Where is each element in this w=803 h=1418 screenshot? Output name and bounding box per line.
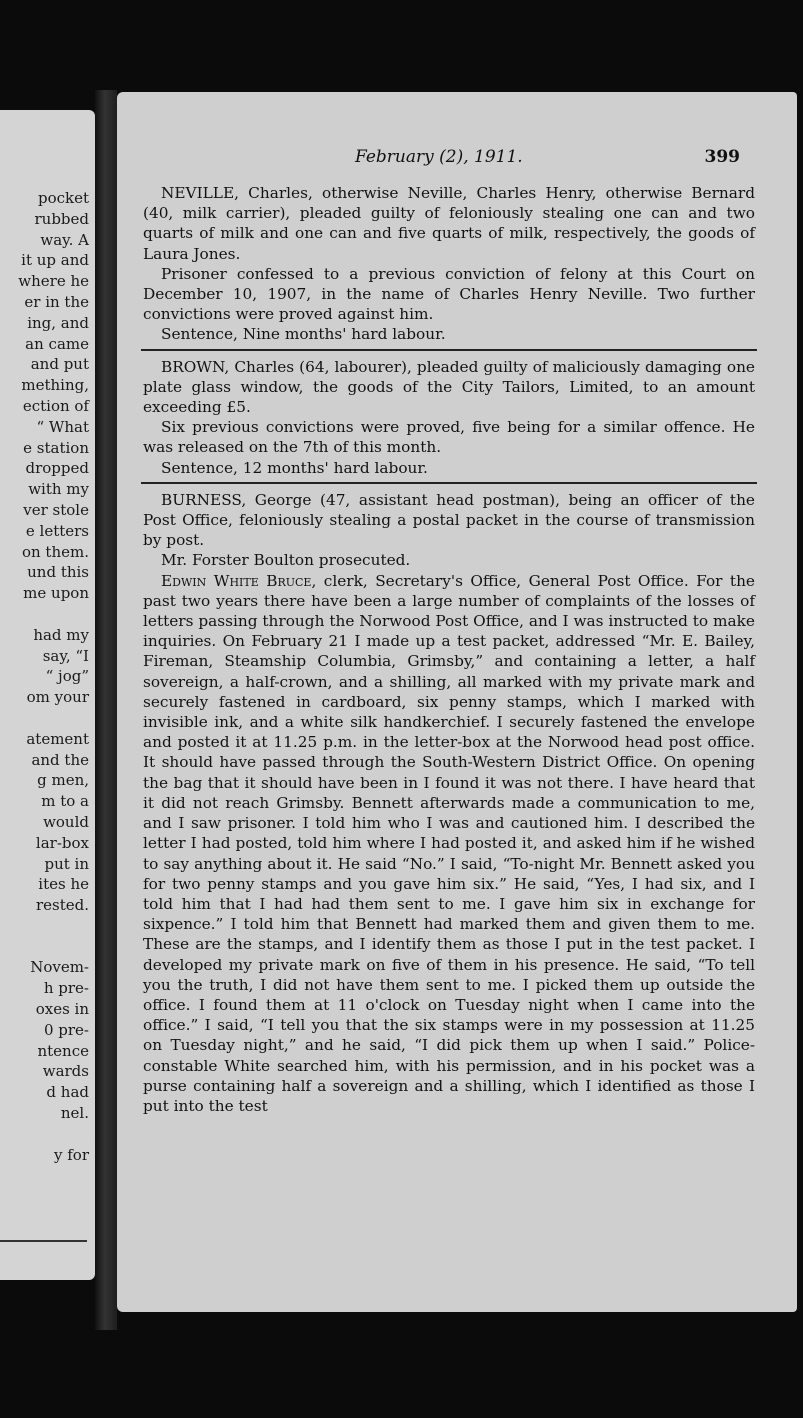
left-page-fragment: ection of [22, 396, 89, 415]
left-page-fragment: e letters [25, 521, 89, 540]
left-page-fragment: rubbed [34, 209, 89, 228]
left-page-fragment: d had [46, 1083, 89, 1102]
left-page-fragment: would [43, 812, 89, 831]
left-page-fragment: y for [54, 1145, 89, 1164]
left-page-fragment: oxes in [35, 1000, 89, 1019]
left-page-fragment: om your [26, 688, 89, 707]
left-page-fragment: wards [42, 1062, 89, 1081]
left-page-fragment: dropped [25, 459, 89, 478]
left-page-fragment: m to a [41, 792, 89, 811]
left-page-fragment: g men, [37, 771, 89, 790]
left-page-fragment: lar-box [35, 833, 89, 852]
left-page-fragment: nel. [60, 1104, 89, 1123]
left-page-fragment: ver stole [23, 500, 89, 519]
left-page-fragment [18, 604, 89, 625]
page-header-title: February (2), 1911. [355, 147, 523, 167]
case-divider [141, 482, 757, 484]
left-page-fragment: where he [18, 272, 89, 291]
left-page-fragment: and the [31, 750, 89, 769]
witness-statement: , clerk, Secretary's Office, General Post Office. For the past two years there have been a large number of complaints of the losses of letters passing through the Norwood Post Office, and I was instructed to make inquiries. On February 21 I made up a test packet, addressed “Mr. E. Bailey, Fireman, Steamship Columbia, Grimsby,” and containing a letter, a half sovereign, a half-crown, and a shilling, all marked with my private mark and securely fastened in cardboard, six penny stamps, which I marked with invisible ink, and a white silk handkerchief. I securely fastened the envelope and posted it at 11.25 p.m. in the letter-box at the Norwood head post office. It should have passed through the South-Western District Office. On opening the bag that it should have been in I found it was not there. I have heard that it did not reach Grimsby. Bennett afterwards made a communication to me, and I saw prisoner. I told him who I was and cautioned him. I described the letter I had posted, told him where I had posted it, and asked him if he wished to say anything about it. He said “No.” I said, “To-night Mr. Bennett asked you for two penny stamps and you gave him six.” He said, “Yes, I had six, and I told him that I had had them sent to me. I gave him six in exchange for sixpence.” I told him that Bennett had marked them and given them to me. These are the stamps, and I identify them as those I put in the test packet. I developed my private mark on five of them in his presence. He said, “To tell you the truth, I did not have them sent to me. I picked them up outside the office. I found them at 11 o'clock on Tuesday night when I came into the office.” I said, “I tell you that the six stamps were in my possession at 11.25 on Tuesday night,” and he said, “I did pick them up when I said.” Police-constable White searched him, with his permission, and in his pocket was a purse containing half a sovereign and a shilling, which I identified as those I put into the test [143, 571, 755, 1115]
left-page-fragment: “ What [36, 417, 89, 436]
left-page-fragment: mething, [21, 376, 89, 395]
page-header [130, 147, 740, 171]
left-page-fragment: on them. [21, 542, 89, 561]
left-page-fragment: “ jog” [45, 667, 89, 686]
left-page-fragment: ing, and [27, 313, 89, 332]
left-page-text-fragments [18, 188, 89, 1165]
left-page-fragment: ntence [37, 1041, 89, 1060]
page-number: 399 [704, 147, 740, 167]
left-page-fragment: und this [27, 563, 89, 582]
left-page-fragment: say, “I [42, 646, 89, 665]
left-page-fragment: e station [23, 438, 89, 457]
witness-name: Edwin White Bruce [161, 571, 312, 590]
left-page-fragment [18, 708, 89, 729]
witness-testimony [143, 571, 755, 1116]
left-page-fragment: rested. [35, 896, 89, 915]
left-page-fragment: pocket [37, 189, 89, 207]
page-body [143, 183, 755, 1116]
case-brown [143, 357, 755, 478]
case-divider [141, 349, 757, 351]
left-page-fragment: atement [26, 729, 89, 748]
case-brown-convictions: Six previous convictions were proved, five being for a similar offence. He was released on the 7th of this month. [143, 418, 755, 457]
left-page-fragment [18, 916, 89, 937]
left-page-fragment [18, 937, 89, 958]
case-neville [143, 183, 755, 345]
left-page-fragment: me upon [23, 584, 89, 603]
left-page-fragment: 0 pre- [43, 1020, 89, 1039]
left-page-rule [0, 1240, 87, 1242]
left-page-edge [0, 110, 95, 1280]
case-neville-convictions: Prisoner confessed to a previous conviction of felony at this Court on December 10, 1907, in the name of Charles Henry Neville. Two further convictions were proved against him. [143, 264, 755, 324]
case-brown-charge: BROWN, Charles (64, labourer), pleaded guilty of maliciously damaging one plate glass window, the goods of the City Tailors, Limited, to an amount exceeding £5. [143, 357, 755, 417]
left-page-fragment: had my [33, 625, 89, 644]
left-page-fragment: Novem- [30, 958, 89, 977]
left-page-fragment: an came [25, 334, 89, 353]
left-page-fragment: er in the [24, 292, 89, 311]
left-page-fragment: with my [28, 480, 89, 499]
case-neville-sentence: Sentence, Nine months' hard labour. [161, 325, 446, 344]
left-page-fragment: h pre- [43, 979, 89, 998]
case-burness-charge: BURNESS, George (47, assistant head postman), being an officer of the Post Office, feloniously stealing a postal packet in the course of transmission by post. [143, 490, 755, 550]
case-burness-prosecutor: Mr. Forster Boulton prosecuted. [161, 551, 411, 570]
case-brown-sentence: Sentence, 12 months' hard labour. [161, 458, 428, 477]
case-neville-charge: NEVILLE, Charles, otherwise Neville, Charles Henry, otherwise Bernard (40, milk carrier), pleaded guilty of feloniously stealing one can and two quarts of milk and one can and five quarts of milk, respectively, the goods of Laura Jones. [143, 184, 755, 263]
book-gutter [95, 90, 117, 1330]
left-page-fragment: ites he [38, 875, 89, 894]
left-page-fragment: way. A [40, 230, 89, 249]
left-page-fragment [18, 1124, 89, 1145]
case-burness [143, 490, 755, 1116]
left-page-fragment: put in [44, 854, 89, 873]
left-page-fragment: and put [30, 355, 89, 374]
left-page-fragment: it up and [21, 251, 89, 270]
